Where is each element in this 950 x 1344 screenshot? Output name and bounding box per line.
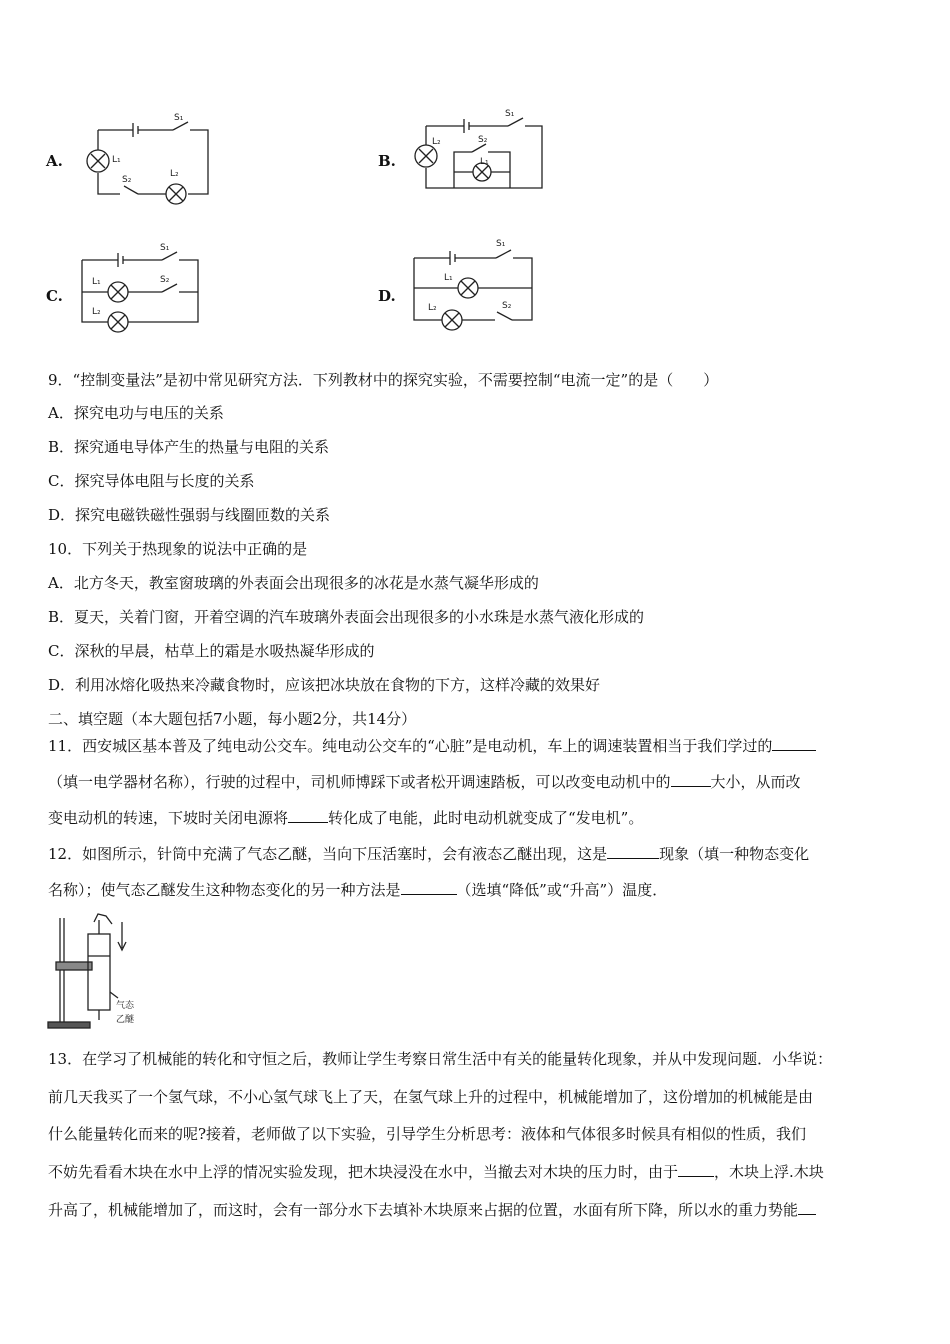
q9-option-a: A．探究电功与电压的关系 [48,404,224,422]
circuit-diagram-d [410,236,550,336]
q9-option-d: D．探究电磁铁磁性强弱与线圈匝数的关系 [48,506,331,524]
option-b-label: B. [378,152,396,170]
svg-text:L₁: L₁ [444,273,453,283]
svg-text:L₁: L₁ [92,277,101,287]
svg-text:S₂: S₂ [122,175,132,185]
svg-text:S₂: S₂ [478,135,488,145]
q12-line-2: 名称）；使气态乙醚发生这种物态变化的另一种方法是 （选填“降低”或“升高”）温度． [48,881,668,899]
svg-text:L₂: L₂ [428,303,437,313]
option-d-label: D. [378,287,396,305]
section-heading-fill-in: 二、填空题（本大题包括7小题，每小题2分，共14分） [48,710,417,728]
svg-text:乙醚: 乙醚 [116,1015,135,1025]
q11-blank-1[interactable] [772,736,816,751]
q10-option-c: C．深秋的早晨，枯草上的霜是水吸热凝华形成的 [48,642,375,660]
q10-option-d: D．利用冰熔化吸热来冷藏食物时，应该把冰块放在食物的下方，这样冷藏的效果好 [48,676,601,694]
q13-line-1: 13．在学习了机械能的转化和守恒之后，教师让学生考察日常生活中有关的能量转化现象，并从中发现问题．小华说： [48,1050,833,1068]
q9-option-c: C．探究导体电阻与长度的关系 [48,472,255,490]
svg-text:S₁: S₁ [505,109,515,119]
svg-text:S₂: S₂ [160,275,170,285]
q13-line-2: 前几天我买了一个氢气球，不小心氢气球飞上了天，在氢气球上升的过程中，机械能增加了，这份增加的机械能是由 [48,1088,814,1106]
option-a-label: A. [46,152,63,170]
q10-option-a: A．北方冬天，教室窗玻璃的外表面会出现很多的冰花是水蒸气凝华形成的 [48,574,539,592]
svg-text:S₁: S₁ [174,113,184,123]
q9-stem: 9．“控制变量法”是初中常见研究方法．下列教材中的探究实验，不需要控制“电流一定”的是（ ） [48,371,719,389]
q10-option-b: B．夏天，关着门窗，开着空调的汽车玻璃外表面会出现很多的小水珠是水蒸气液化形成的 [48,608,645,626]
circuit-diagram-c [78,240,218,340]
q11-blank-2[interactable] [671,772,711,787]
q10-stem: 10．下列关于热现象的说法中正确的是 [48,540,308,558]
q13-line-3: 什么能量转化而来的呢?接着，老师做了以下实验，引导学生分析思考：液体和气体很多时候具有相似的性质，我们 [48,1125,807,1143]
q9-option-b: B．探究通电导体产生的热量与电阻的关系 [48,438,330,456]
svg-text:L₂: L₂ [170,169,179,179]
q13-blank-2[interactable] [798,1200,816,1215]
q13-line-5: 升高了，机械能增加了，而这时，会有一部分水下去填补木块原来占据的位置，水面有所下降，所以水的重力势能 [48,1200,816,1220]
circuit-diagram-a [78,108,218,208]
circuit-diagram-b [410,104,550,204]
svg-text:气态: 气态 [116,1001,135,1011]
svg-text:L₁: L₁ [480,157,489,167]
option-c-label: C. [46,287,63,305]
svg-text:S₂: S₂ [502,301,512,311]
q11-blank-3[interactable] [288,808,328,823]
svg-text:L₂: L₂ [432,137,441,147]
svg-text:S₁: S₁ [160,243,170,253]
syringe-figure [46,912,156,1032]
svg-text:S₁: S₁ [496,239,506,249]
svg-text:L₂: L₂ [92,307,101,317]
q13-blank-1[interactable] [678,1162,714,1177]
q12-blank-1[interactable] [607,844,659,859]
q11-line-2: （填一电学器材名称），行驶的过程中，司机师博踩下或者松开调速踏板，可以改变电动机中的 大小，从而改 [48,773,801,791]
svg-text:L₁: L₁ [112,155,121,165]
q13-line-4: 不妨先看看木块在水中上浮的情况实验发现，把木块浸没在水中，当撤去对木块的压力时，由于 ，木块上浮.木块 [48,1163,824,1181]
q11-line-3: 变电动机的转速，下坡时关闭电源将 转化成了电能，此时电动机就变成了“发电机”。 [48,809,644,827]
q11-line-1: 11．西安城区基本普及了纯电动公交车。纯电动公交车的“心脏”是电动机，车上的调速装置相当于我们学过的 [48,736,816,756]
q12-line-1: 12．如图所示，针筒中充满了气态乙醚，当向下压活塞时，会有液态乙醚出现，这是 现象（填一种物态变化 [48,845,810,863]
q12-blank-2[interactable] [401,880,457,895]
